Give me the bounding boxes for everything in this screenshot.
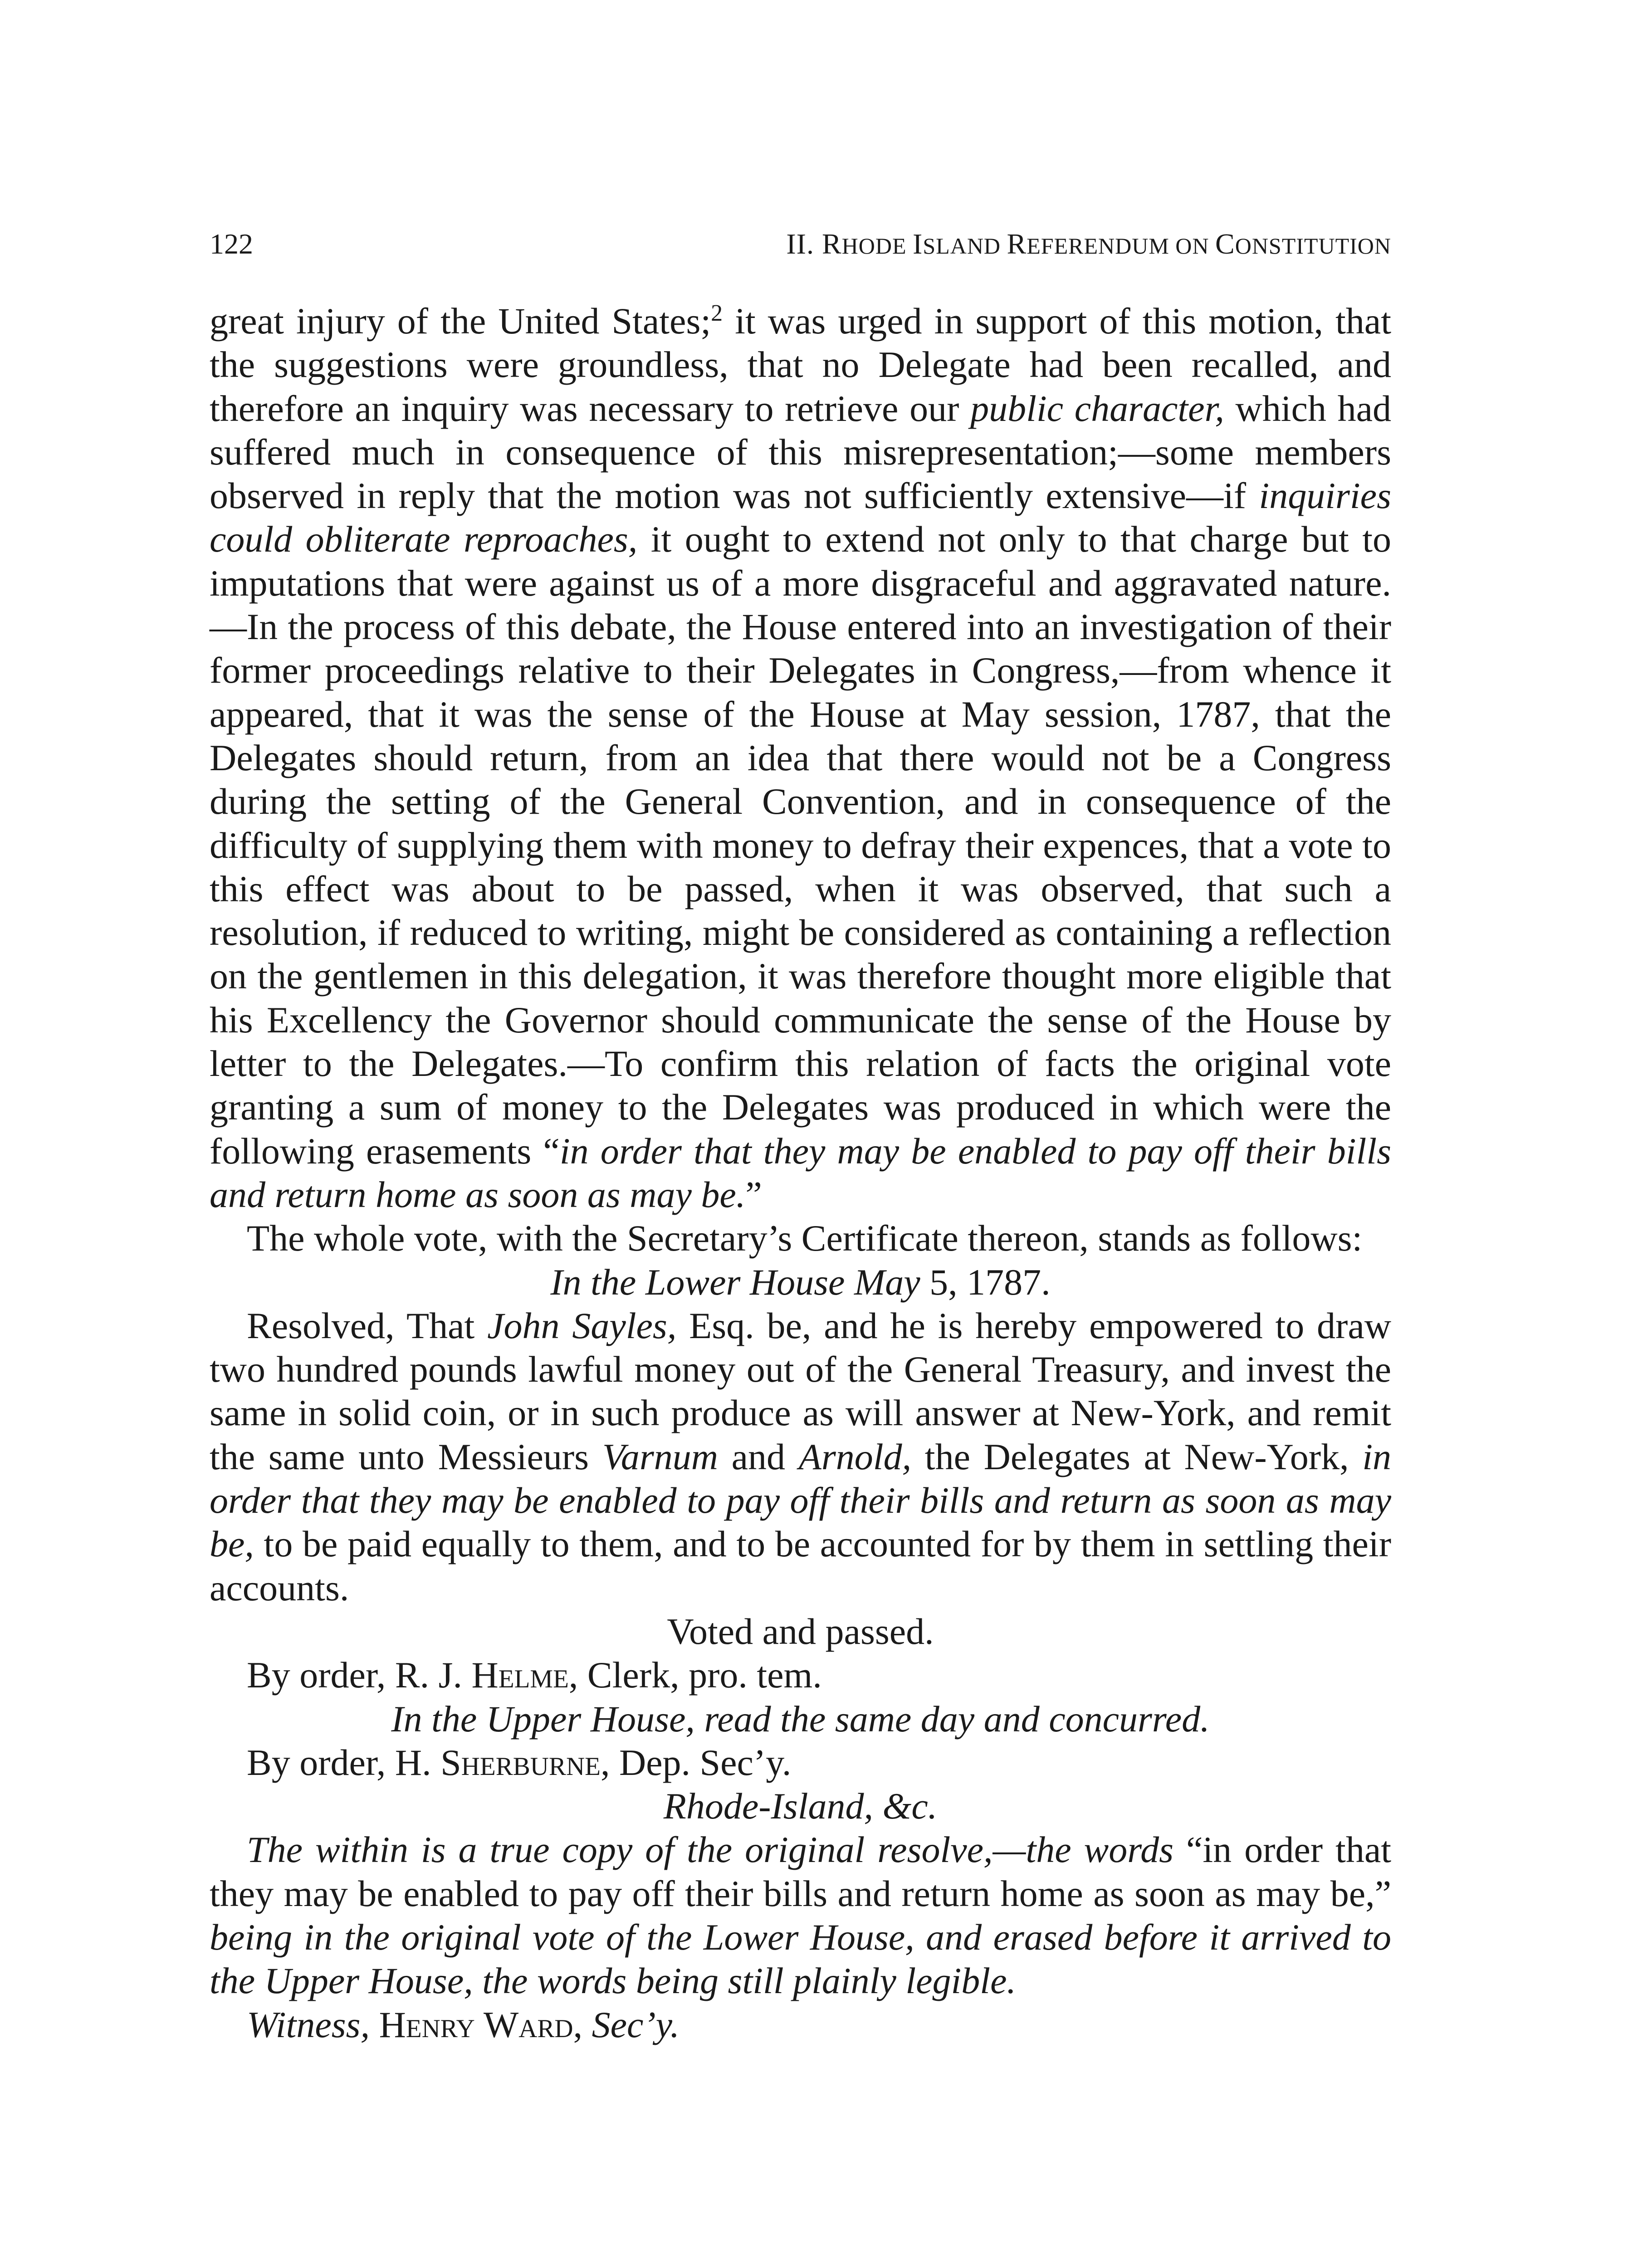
- order-clerk: By order, R. J. Helme, Clerk, pro. tem.: [247, 1654, 822, 1696]
- page-number: 122: [210, 228, 253, 260]
- running-head: II. RHODE ISLAND REFERENDUM ON CONSTITUTION: [786, 228, 1391, 260]
- place-line: Rhode-Island, &c.: [663, 1785, 938, 1827]
- certificate-text: The within is a true copy of the original resolve,—the words “in order that they may be enabled to pay off their bills and return home as soon as may be,” being in the original vote of the Lower House, and erased before it arrived to the Upper House, the words being still plainly legible.: [210, 1829, 1391, 2002]
- lower-house-heading: In the Lower House May 5, 1787.: [550, 1261, 1051, 1303]
- paragraph-debate: great injury of the United States;$^2$ it was urged in support of this motion, that the suggestions were groundless, that no Delegate had been recalled, and therefore an inquiry was necessary to retrieve our public character, which had suffered much in consequence of this misrepresentation;—some members observed in reply that the motion was not sufficiently extensive—if inquiries could obliterate reproaches, it ought to extend not only to that charge but to imputations that were against us of a more disgraceful and aggravated nature.—In the process of this debate, the House entered into an investigation of their former proceedings relative to their Delegates in Congress,—from whence it appeared, that it was the sense of the House at May session, 1787, that the Delegates should return, from an idea that there would not be a Congress during the setting of the General Convention, and in consequence of the difficulty of supplying them with money to defray their expences, that a vote to this effect was about to be passed, when it was observed, that such a resolution, if reduced to writing, might be considered as containing a reflection on the gentlemen in this delegation, it was therefore thought more eligible that his Excellency the Governor should communicate the sense of the House by letter to the Delegates.—To confirm this relation of facts the original vote granting a sum of money to the Delegates was produced in which were the following erasements “in order that they may be enabled to pay off their bills and return home as soon as may be.”: [210, 300, 1392, 1215]
- upper-house-line: In the Upper House, read the same day and concurred.: [391, 1698, 1210, 1740]
- page-header: [210, 224, 1391, 264]
- paragraph-whole-vote: The whole vote, with the Secretary’s Certificate thereon, stands as follows:: [247, 1217, 1363, 1259]
- witness-line: Witness, Henry Ward, Sec’y.: [247, 2004, 680, 2045]
- page-body: [210, 299, 1391, 2047]
- voted-and-passed: Voted and passed.: [667, 1610, 934, 1652]
- resolution-text: Resolved, That John Sayles, Esq. be, and he is hereby empowered to draw two hundred pounds lawful money out of the General Treasury, and invest the same in solid coin, or in such produce as will answer at New-York, and remit the same unto Messieurs Varnum and Arnold, the Delegates at New-York, in order that they may be enabled to pay off their bills and return as soon as may be, to be paid equally to them, and to be accounted for by them in settling their accounts.: [210, 1305, 1392, 1608]
- order-deputy-secretary: By order, H. Sherburne, Dep. Sec’y.: [247, 1741, 792, 1783]
- footnote-marker: 2: [711, 300, 723, 326]
